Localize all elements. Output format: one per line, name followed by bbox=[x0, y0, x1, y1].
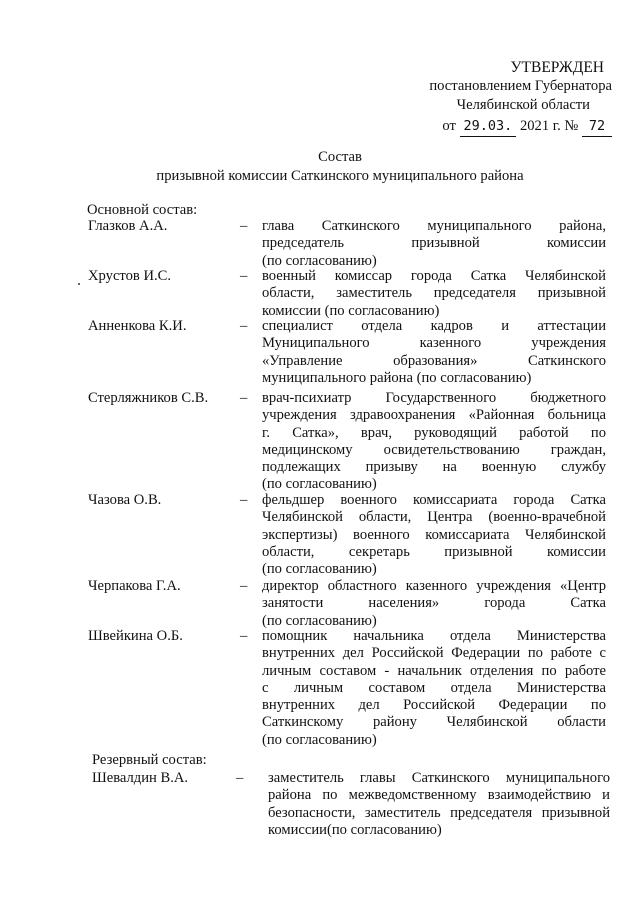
member-name: Чазова О.В. bbox=[88, 492, 162, 508]
position-line: личным составом - начальник отделения по работе bbox=[262, 662, 606, 679]
position-line: (по согласованию) bbox=[262, 252, 377, 269]
member-dash: – bbox=[240, 578, 248, 594]
position-line: медицинскому освидетельствованию граждан, bbox=[262, 441, 606, 458]
approval-block bbox=[372, 58, 612, 137]
approval-prefix: от bbox=[442, 118, 456, 134]
document-title bbox=[120, 148, 560, 186]
position-line: Челябинской области, Центра (военно-врачебной bbox=[262, 509, 606, 526]
member-name: Глазков А.А. bbox=[88, 218, 168, 234]
position-line: с личным составом отдела Министерства bbox=[262, 679, 606, 696]
position-line: Муниципального казенного учреждения bbox=[262, 335, 606, 352]
approval-date: 29.03. bbox=[460, 117, 517, 137]
position-line: комиссии(по согласованию) bbox=[268, 821, 442, 838]
position-line: (по согласованию) bbox=[262, 561, 377, 578]
position-line: военный комиссар города Сатка Челябинской bbox=[262, 268, 606, 284]
member-position bbox=[262, 268, 606, 320]
position-line: директор областного казенного учреждения «Центр bbox=[262, 578, 606, 594]
reserve-section-heading: Резервный состав: bbox=[92, 752, 207, 768]
approval-heading: УТВЕРЖДЕН bbox=[510, 59, 604, 76]
title-line-2: призывной комиссии Саткинского муниципального района bbox=[156, 168, 524, 184]
position-line: глава Саткинского муниципального района, bbox=[262, 218, 606, 234]
approval-line-decree: постановлением Губернатора bbox=[429, 78, 612, 94]
position-line: внутренних дел Российской Федерации по работе с bbox=[262, 645, 606, 662]
title-line-1: Состав bbox=[318, 149, 362, 165]
approval-date-line bbox=[372, 117, 612, 137]
position-line: (по согласованию) bbox=[262, 476, 377, 493]
member-name: Стерляжников С.В. bbox=[88, 390, 209, 406]
main-section-heading: Основной состав: bbox=[87, 202, 198, 218]
member-dash: – bbox=[240, 492, 248, 508]
member-dash: – bbox=[240, 218, 248, 234]
position-line: заместитель главы Саткинского муниципального bbox=[268, 770, 610, 786]
scan-speck bbox=[78, 283, 80, 285]
position-line: (по согласованию) bbox=[262, 612, 377, 629]
member-dash: – bbox=[236, 770, 244, 786]
member-position bbox=[262, 578, 606, 630]
position-line: занятости населения» города Сатка bbox=[262, 595, 606, 612]
position-line: г. Сатка», врач, руководящий работой по bbox=[262, 424, 606, 441]
position-line: Саткинскому району Челябинской области bbox=[262, 714, 606, 731]
position-line: экспертизы) военного комиссариата Челябинской bbox=[262, 526, 606, 543]
position-line: врач-психиатр Государственного бюджетного bbox=[262, 390, 606, 406]
position-line: внутренних дел Российской Федерации по bbox=[262, 697, 606, 714]
member-name: Шевалдин В.А. bbox=[92, 770, 189, 786]
member-position bbox=[262, 492, 606, 578]
member-position bbox=[262, 390, 606, 494]
member-name: Черпакова Г.А. bbox=[88, 578, 181, 594]
approval-number: 72 bbox=[582, 117, 612, 137]
member-dash: – bbox=[240, 390, 248, 406]
member-dash: – bbox=[240, 628, 248, 644]
position-line: «Управление образования» Саткинского bbox=[262, 352, 606, 369]
approval-line-region: Челябинской области bbox=[456, 97, 590, 113]
position-line: специалист отдела кадров и аттестации bbox=[262, 318, 606, 334]
position-line: (по согласованию) bbox=[262, 731, 377, 748]
approval-year: 2021 г. № bbox=[519, 118, 579, 134]
member-position bbox=[268, 770, 610, 839]
member-position bbox=[262, 318, 606, 387]
position-line: учреждения здравоохранения «Районная больница bbox=[262, 407, 606, 424]
position-line: комиссии (по согласованию) bbox=[262, 302, 440, 319]
member-position bbox=[262, 218, 606, 270]
member-dash: – bbox=[240, 268, 248, 284]
member-name: Швейкина О.Б. bbox=[88, 628, 183, 644]
position-line: председатель призывной комиссии bbox=[262, 235, 606, 252]
member-dash: – bbox=[240, 318, 248, 334]
member-name: Хрустов И.С. bbox=[88, 268, 172, 284]
position-line: области, заместитель председателя призывной bbox=[262, 285, 606, 302]
position-line: безопасности, заместитель председателя призывной bbox=[268, 804, 610, 821]
position-line: помощник начальника отдела Министерства bbox=[262, 628, 606, 644]
position-line: района по межведомственному взаимодействию и bbox=[268, 787, 610, 804]
position-line: фельдшер военного комиссариата города Сатка bbox=[262, 492, 606, 508]
position-line: области, секретарь призывной комиссии bbox=[262, 543, 606, 560]
member-name: Анненкова К.И. bbox=[88, 318, 187, 334]
position-line: подлежащих призыву на военную службу bbox=[262, 459, 606, 476]
position-line: муниципального района (по согласованию) bbox=[262, 369, 532, 386]
member-position bbox=[262, 628, 606, 749]
